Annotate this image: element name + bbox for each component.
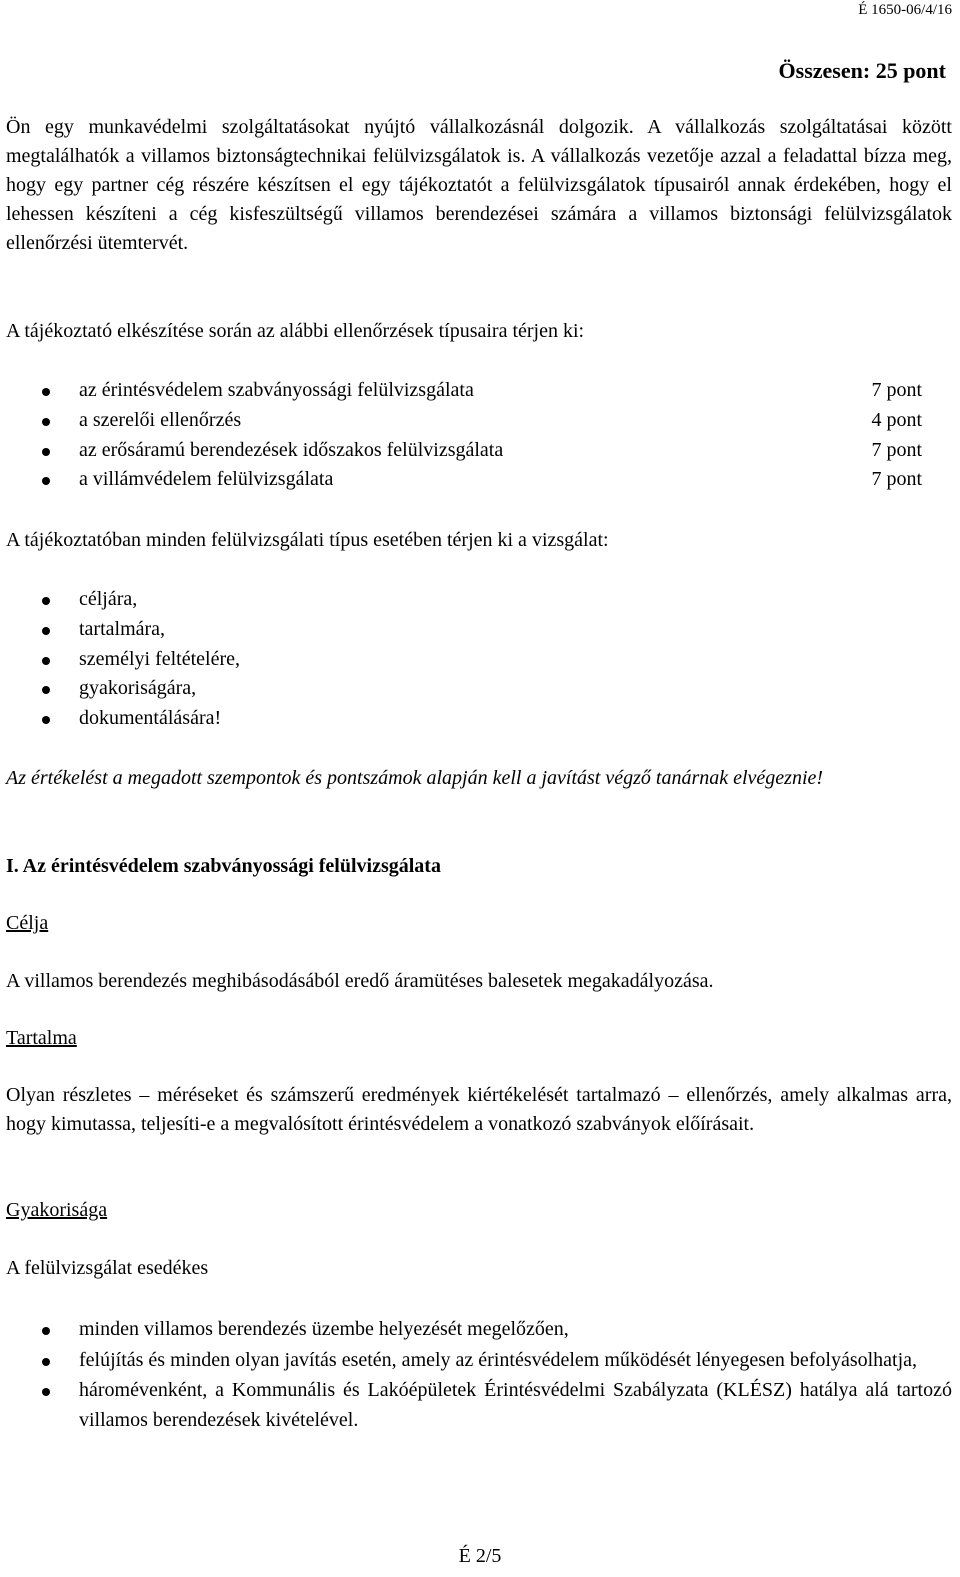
intro-paragraph: Ön egy munkavédelmi szolgáltatásokat nyújtó vállalkozásnál dolgozik. A vállalkozás szolgáltatásai között megtalálhatók a villamos biztonságtechnikai felülvizsgálatok is. A vállalkozás vezetője azzal a feladattal bízza meg, hogy egy partner cég részére készítsen el egy tájékoztatót a felülvizsgálatok típusairól annak érdekében, hogy el lehessen készíteni a cég kisfeszültségű villamos berendezései számára a villamos biztonsági felülvizsgálatok ellenőrzési ütemtervét. (6, 116, 952, 254)
frequency-list (42, 1315, 952, 1436)
type-points: 4 pont (871, 408, 922, 431)
document-id: É 1650-06/4/16 (858, 2, 952, 18)
total-points: Összesen: 25 pont (778, 58, 946, 83)
type-points: 7 pont (871, 379, 922, 401)
inspection-types-list (42, 376, 922, 495)
type-label: a villámvédelem felülvizsgálata (79, 468, 334, 491)
type-points: 7 pont (871, 468, 922, 491)
evaluation-note: Az értékelést a megadott szempontok és pontszámok alapján kell a javítást végző tanárnak elvégeznie! (6, 767, 824, 789)
list-item (42, 436, 922, 466)
frequency-heading: Gyakorisága (6, 1199, 108, 1221)
list-item: céljára, (42, 585, 922, 615)
type-label: az érintésvédelem szabványossági felülvizsgálata (79, 379, 474, 401)
list-item: gyakoriságára, (42, 674, 922, 704)
aspects-lead: A tájékoztatóban minden felülvizsgálati típus esetében térjen ki a vizsgálat: (6, 529, 609, 551)
list-item: felújítás és minden olyan javítás esetén, amely az érintésvédelem működését lényegesen befolyásolhatja, (42, 1346, 952, 1376)
list-item: minden villamos berendezés üzembe helyezését megelőzően, (42, 1315, 952, 1345)
types-lead: A tájékoztató elkészítése során az alábbi ellenőrzések típusaira térjen ki: (6, 320, 585, 342)
goal-text: A villamos berendezés meghibásodásából eredő áramütéses balesetek megakadályozása. (6, 970, 714, 992)
list-item: háromévenként, a Kommunális és Lakóépületek Érintésvédelmi Szabályzata (KLÉSZ) hatálya alá tartozó villamos berendezések kivételével. (42, 1376, 952, 1435)
type-label: a szerelői ellenőrzés (79, 408, 242, 431)
frequency-lead: A felülvizsgálat esedékes (6, 1257, 209, 1279)
content-heading: Tartalma (6, 1027, 77, 1049)
content-text: Olyan részletes – méréseket és számszerű eredmények kiértékelését tartalmazó – ellenőrzés, amely alkalmas arra, hogy kimutassa, teljesíti-e a megvalósított érintésvédelem a vonatkozó szabványok előírásait. (6, 1084, 952, 1135)
aspects-list (42, 585, 922, 734)
list-item (42, 376, 922, 406)
page-number: É 2/5 (458, 1545, 502, 1567)
list-item: tartalmára, (42, 615, 922, 645)
list-item: dokumentálására! (42, 704, 922, 734)
list-item (42, 406, 922, 436)
type-points: 7 pont (871, 438, 922, 461)
list-item (42, 465, 922, 495)
section-title: I. Az érintésvédelem szabványossági felülvizsgálata (6, 855, 441, 877)
goal-heading: Célja (6, 912, 49, 934)
type-label: az erősáramú berendezések időszakos felülvizsgálata (79, 438, 504, 461)
list-item: személyi feltételére, (42, 645, 922, 675)
